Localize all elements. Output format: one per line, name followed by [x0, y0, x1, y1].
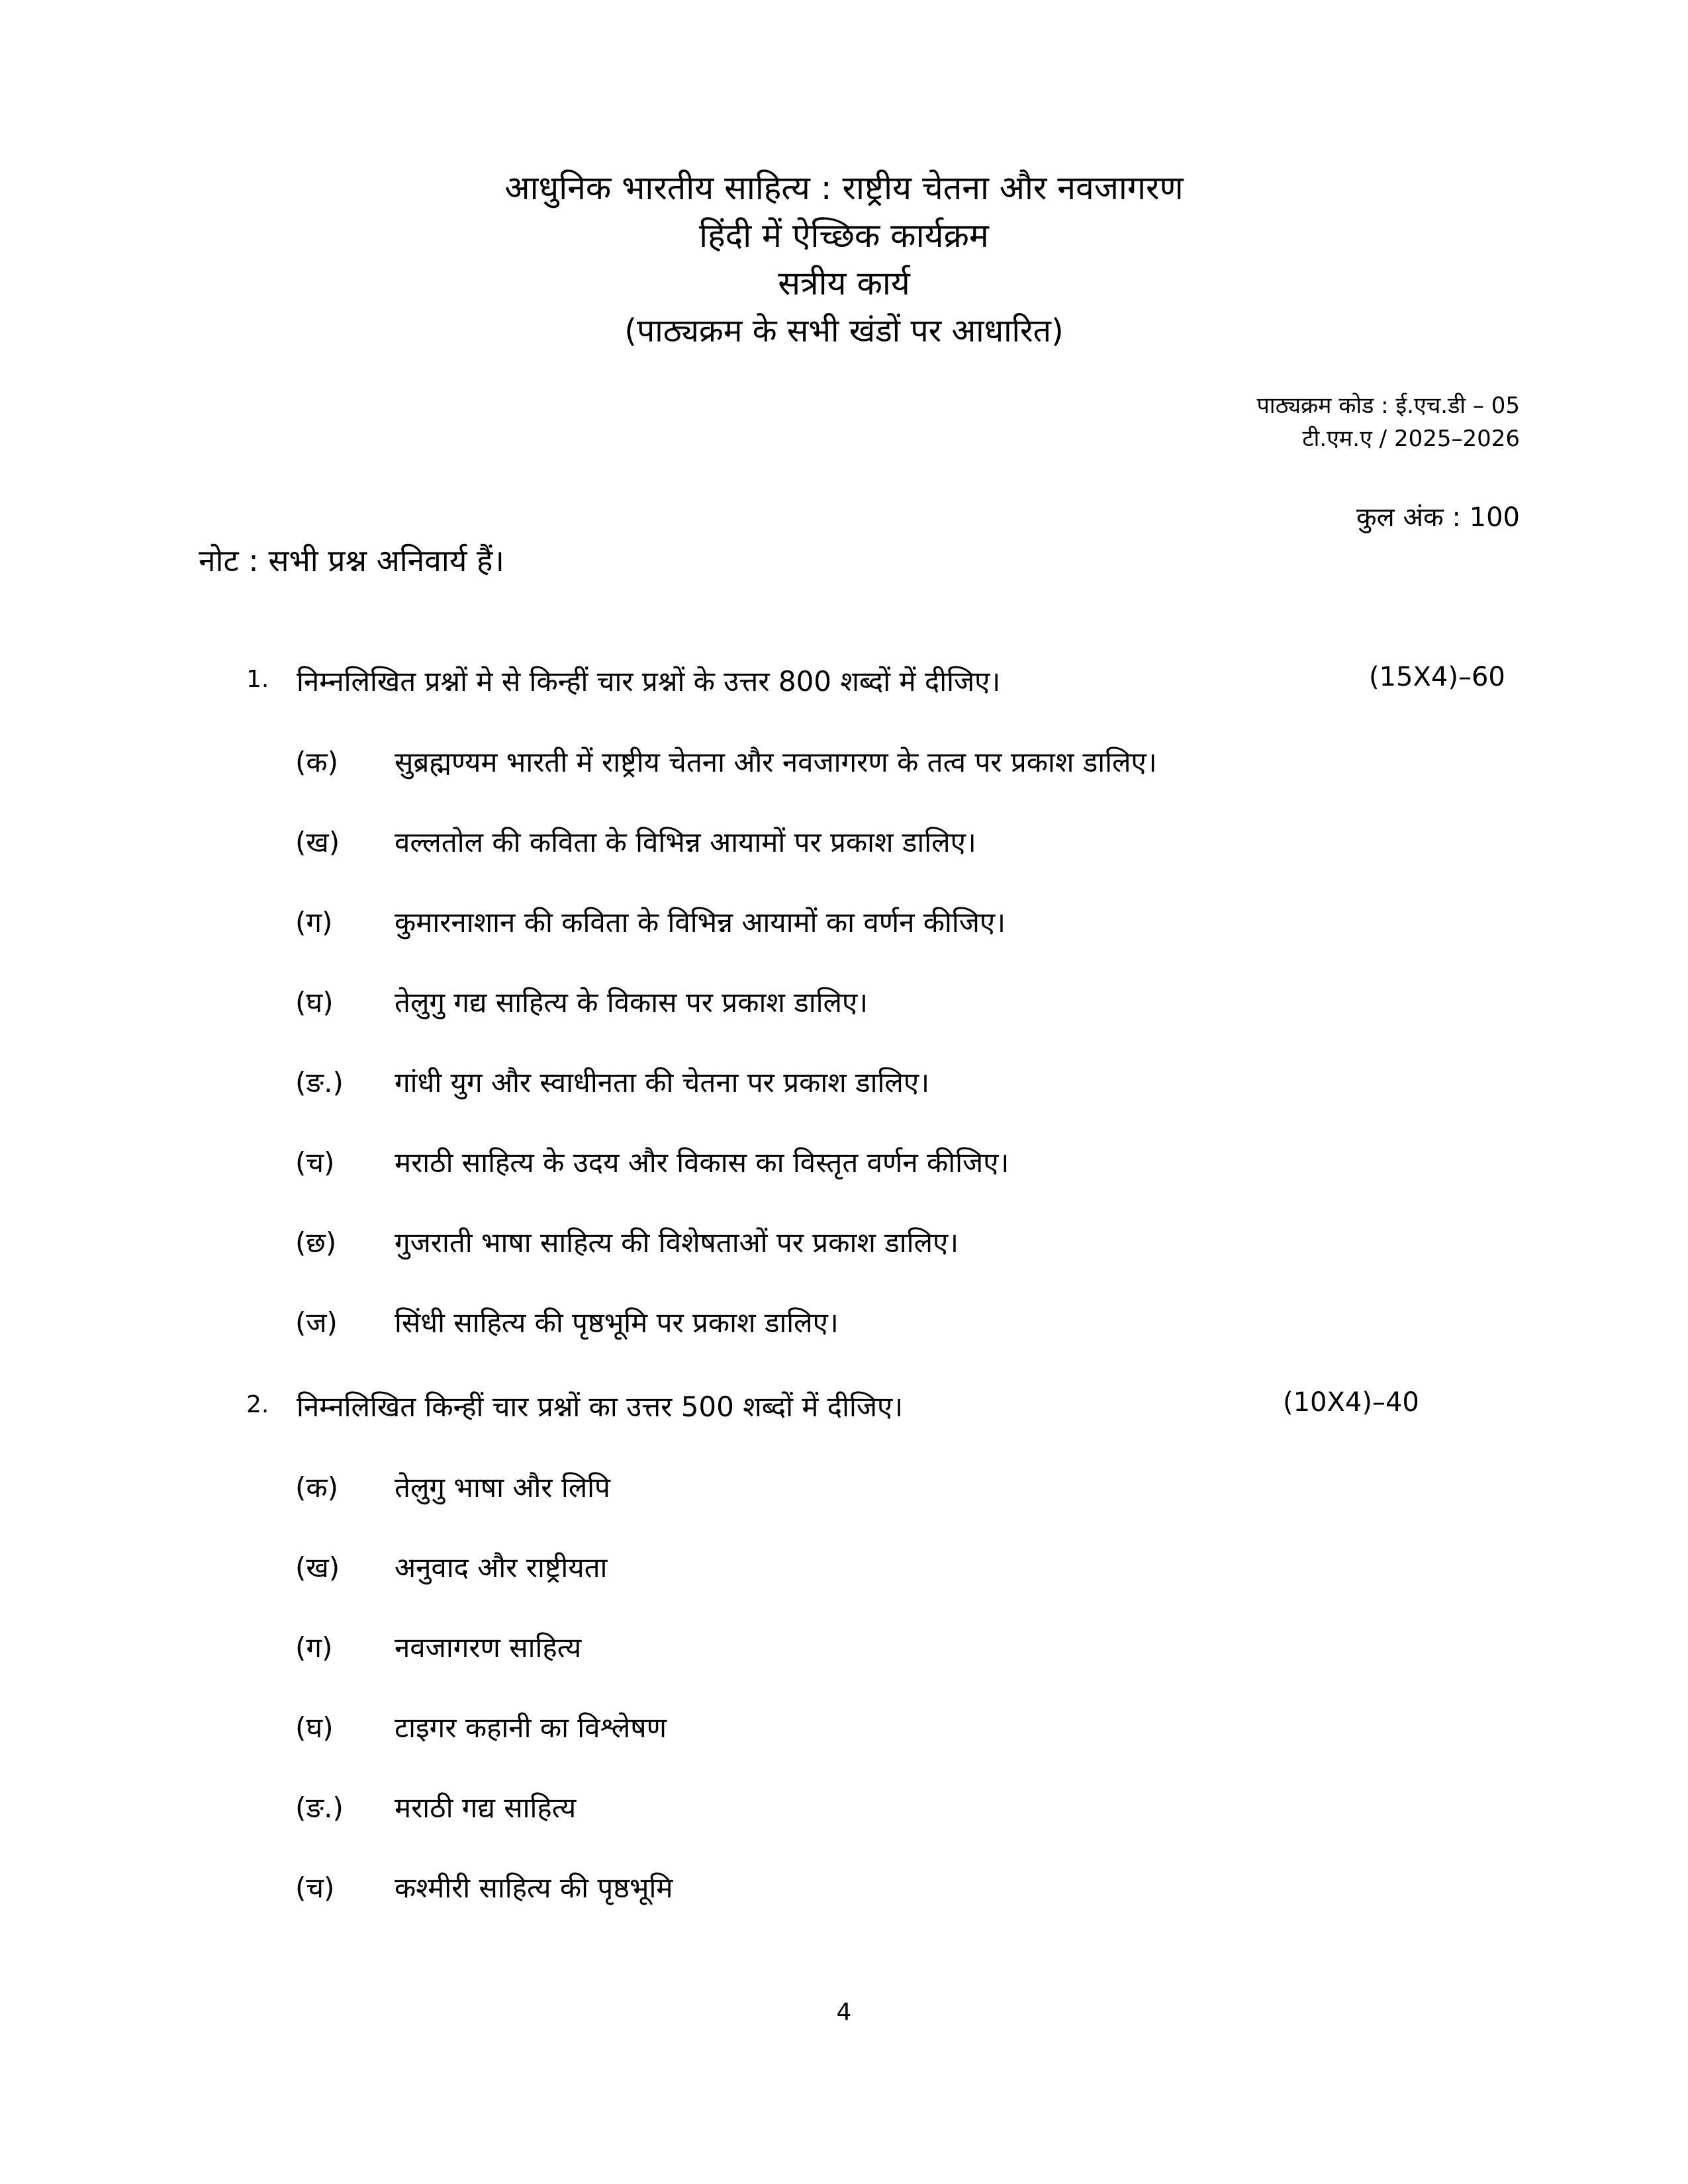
sub-question-text: तेलुगु भाषा और लिपि — [395, 1471, 610, 1504]
sub-question-label: (ग) — [295, 1631, 333, 1664]
page-number: 4 — [836, 1999, 852, 2026]
sub-question-text: टाइगर कहानी का विश्लेषण — [395, 1711, 667, 1744]
sub-question — [0, 1708, 1688, 1754]
sub-question-text: तेलुगु गद्य साहित्य के विकास पर प्रकाश डालिए। — [395, 986, 868, 1019]
question-text: निम्नलिखित प्रश्नों मे से किन्हीं चार प्रश्नों के उत्तर 800 शब्दों में दीजिए। — [297, 665, 1001, 698]
sub-question-text: मराठी गद्य साहित्य — [395, 1792, 577, 1824]
assignment-title: सत्रीय कार्य — [778, 264, 910, 302]
course-meta — [1256, 389, 1520, 455]
sub-question-text: वल्लतोल की कविता के विभिन्न आयामों पर प्रकाश डालिए। — [395, 826, 976, 858]
sub-question — [0, 1548, 1688, 1594]
question-marks: (15X4)–60 — [1369, 662, 1505, 692]
sub-question-text: मराठी साहित्य के उदय और विकास का विस्तृत वर्णन कीजिए। — [395, 1146, 1009, 1179]
question-1 — [0, 662, 1688, 708]
course-title: आधुनिक भारतीय साहित्य : राष्ट्रीय चेतना और नवजागरण — [504, 169, 1184, 207]
sub-question — [0, 1223, 1688, 1269]
sub-question-label: (क) — [295, 1471, 339, 1504]
sub-question-label: (ज) — [295, 1306, 338, 1339]
sub-question-label: (च) — [295, 1872, 335, 1904]
sub-question — [0, 1788, 1688, 1835]
sub-question-label: (ख) — [295, 1551, 340, 1584]
sub-question-label: (ङ.) — [295, 1792, 344, 1824]
sub-question — [0, 1628, 1688, 1674]
sub-question — [0, 1063, 1688, 1109]
sub-question — [0, 903, 1688, 949]
question-marks: (10X4)–40 — [1283, 1387, 1419, 1418]
sub-question-text: सिंधी साहित्य की पृष्ठभूमि पर प्रकाश डालिए। — [395, 1306, 839, 1339]
sub-question — [0, 1468, 1688, 1514]
sub-question-text: अनुवाद और राष्ट्रीयता — [395, 1551, 608, 1584]
total-marks: कुल अंक : 100 — [1356, 502, 1520, 533]
course-code: पाठ्यक्रम कोड : ई.एच.डी – 05 — [1256, 392, 1520, 419]
sub-question — [0, 823, 1688, 869]
sub-question — [0, 1868, 1688, 1915]
sub-question — [0, 983, 1688, 1029]
sub-question-label: (छ) — [295, 1226, 337, 1259]
sub-question-label: (ग) — [295, 906, 333, 938]
assignment-basis: (पाठ्यक्रम के सभी खंडों पर आधारित) — [624, 312, 1064, 349]
sub-question-text: कुमारनाशान की कविता के विभिन्न आयामों का वर्णन कीजिए। — [395, 906, 1006, 938]
sub-question-text: गुजराती भाषा साहित्य की विशेषताओं पर प्रकाश डालिए। — [395, 1226, 959, 1259]
sub-question — [0, 1143, 1688, 1189]
sub-question-label: (च) — [295, 1146, 335, 1179]
sub-question-text: कश्मीरी साहित्य की पृष्ठभूमि — [395, 1872, 673, 1904]
sub-question — [0, 1303, 1688, 1349]
note-text: नोट : सभी प्रश्न अनिवार्य हैं। — [199, 543, 504, 578]
question-2 — [0, 1387, 1688, 1433]
question-text: निम्नलिखित किन्हीं चार प्रश्नों का उत्तर 500 शब्दों में दीजिए। — [297, 1390, 904, 1423]
programme-title: हिंदी में ऐच्छिक कार्यक्रम — [699, 216, 989, 255]
sub-question-label: (क) — [295, 746, 339, 778]
sub-question-text: गांधी युग और स्वाधीनता की चेतना पर प्रकाश डालिए। — [395, 1066, 929, 1099]
sub-question-text: नवजागरण साहित्य — [395, 1631, 582, 1664]
question-number: 2. — [246, 1391, 269, 1418]
sub-question-label: (घ) — [295, 986, 334, 1019]
question-number: 1. — [246, 666, 269, 693]
document-header — [0, 164, 1688, 355]
sub-question-text: सुब्रह्मण्यम भारती में राष्ट्रीय चेतना और नवजागरण के तत्व पर प्रकाश डालिए। — [395, 746, 1157, 778]
sub-question — [0, 743, 1688, 789]
sub-question-label: (ख) — [295, 826, 340, 858]
sub-question-label: (घ) — [295, 1711, 334, 1744]
sub-question-label: (ङ.) — [295, 1066, 344, 1099]
tma-session: टी.एम.ए / 2025–2026 — [1302, 426, 1520, 452]
